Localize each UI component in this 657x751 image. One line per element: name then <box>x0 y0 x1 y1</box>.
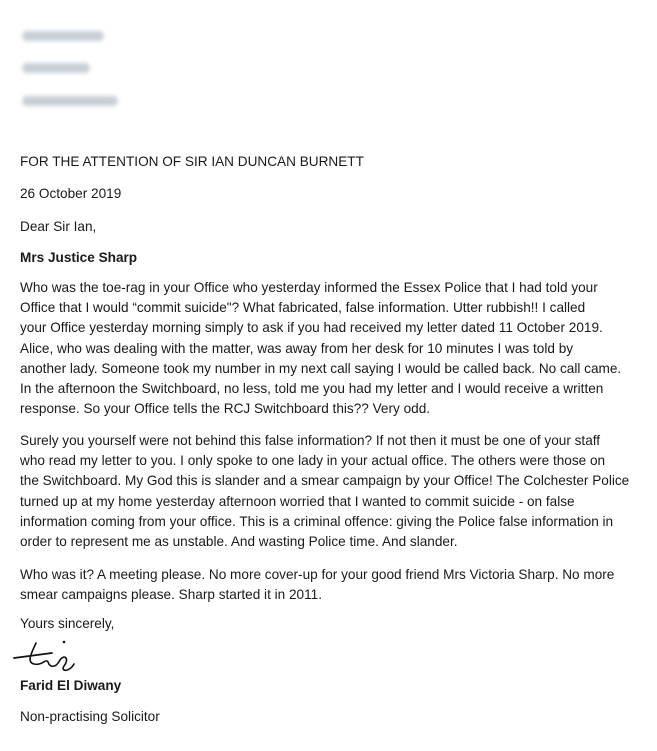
signer-name: Farid El Diwany <box>20 678 122 693</box>
signer-title: Non-practising Solicitor <box>20 709 160 724</box>
paragraph-line: another lady. Someone took my number in my next call saying I would be called back. No call came. <box>20 360 622 376</box>
body-paragraph-2 <box>20 431 648 552</box>
paragraph-line: the Switchboard. My God this is slander and a smear campaign by your Office! The Colchester Police <box>20 473 630 489</box>
paragraph-line: Alice, who was dealing with the matter, was away from her desk for 10 minutes I was told by <box>20 340 574 356</box>
paragraph-line: response. So your Office tells the RCJ Switchboard this?? Very odd. <box>20 401 431 417</box>
closing: Yours sincerely, <box>20 616 115 631</box>
paragraph-line: Office that I would “commit suicide"? What fabricated, false information. Utter rubbish!! I called <box>20 300 586 316</box>
body-paragraph-3 <box>20 565 648 605</box>
paragraph-line: In the afternoon the Switchboard, no less, told me you had my letter and I would receive a written <box>20 381 604 397</box>
letter-date: 26 October 2019 <box>20 186 122 201</box>
paragraph-line: your Office yesterday morning simply to ask if you had received my letter dated 11 October 2019. <box>20 320 603 336</box>
paragraph-line: smear campaigns please. Sharp started it in 2011. <box>20 587 322 603</box>
handwritten-signature <box>12 638 82 678</box>
paragraph-line: turned up at my home yesterday afternoon worried that I wanted to commit suicide - on false <box>20 493 575 509</box>
redacted-address-line <box>22 63 90 73</box>
paragraph-line: Who was the toe-rag in your Office who yesterday informed the Essex Police that I had told your <box>20 280 598 295</box>
body-paragraph-1 <box>20 278 648 419</box>
paragraph-line: order to represent me as unstable. And wasting Police time. And slander. <box>20 534 458 550</box>
attention-line: FOR THE ATTENTION OF SIR IAN DUNCAN BURNETT <box>20 154 364 169</box>
redacted-address-line <box>22 31 104 41</box>
redacted-address-line <box>22 96 118 106</box>
paragraph-line: who read my letter to you. I only spoke to one lady in your actual office. The others were those on <box>20 453 606 469</box>
paragraph-line: information coming from your office. This is a criminal offence: giving the Police false information in <box>20 513 614 529</box>
subject-line: Mrs Justice Sharp <box>20 250 138 265</box>
paragraph-line: Who was it? A meeting please. No more cover-up for your good friend Mrs Victoria Sharp. No more <box>20 567 615 582</box>
salutation: Dear Sir Ian, <box>20 219 97 234</box>
paragraph-line: Surely you yourself were not behind this false information? If not then it must be one of your staff <box>20 433 601 448</box>
